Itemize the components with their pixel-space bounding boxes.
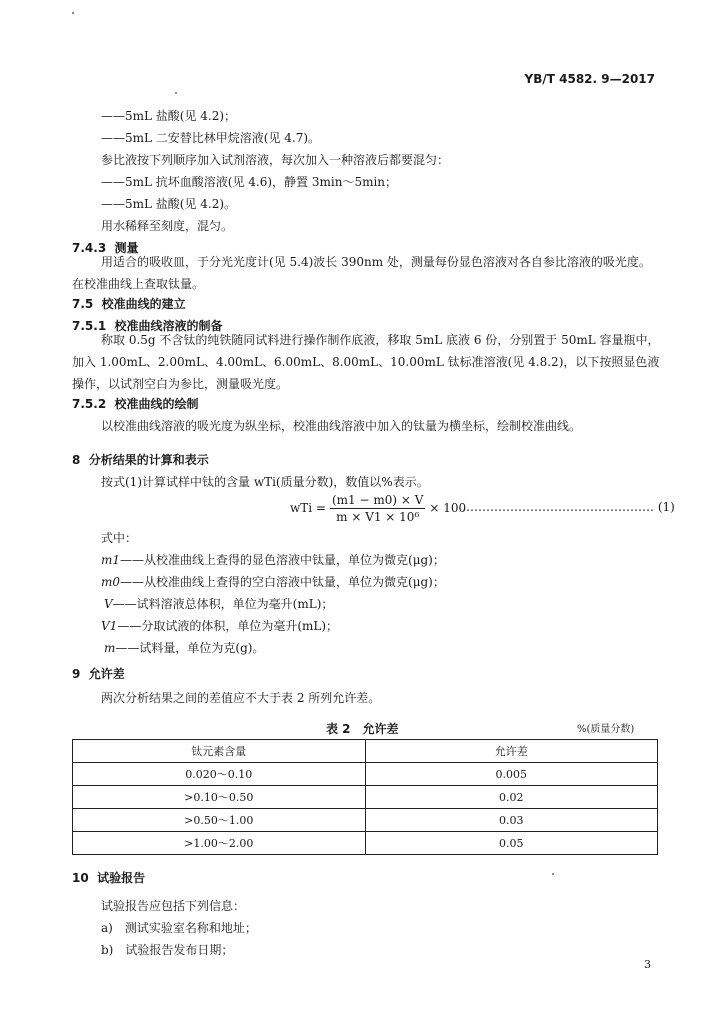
table-header-row (73, 740, 658, 763)
tolerance-table (72, 739, 658, 855)
list-item: b) 试验报告发布日期； (101, 943, 234, 957)
section-number: 8 (72, 453, 81, 467)
text-line: ——5mL 二安替比林甲烷溶液(见 4.7)。 (101, 131, 321, 145)
section-number: 10 (72, 871, 89, 885)
section-heading-7-5 (72, 296, 186, 312)
table-cell: >0.10～0.50 (73, 786, 366, 809)
where-symbol: V (104, 597, 113, 611)
section-title: 校准曲线的绘制 (114, 397, 199, 411)
formula-numerator: (m1 − m0) × V (331, 492, 424, 507)
where-symbol: m0 (101, 575, 121, 589)
section-number: 9 (72, 667, 81, 681)
standard-code: YB/T 4582. 9—2017 (524, 72, 655, 86)
section-heading-9 (72, 666, 125, 682)
where-item (101, 574, 445, 590)
section-title: 测量 (114, 241, 139, 255)
formula-denominator: m × V1 × 10⁶ (336, 509, 420, 524)
equation-number: ………………………………………… (1) (462, 500, 675, 514)
paragraph-7-5-2: 以校准曲线溶液的吸光度为纵坐标，校准曲线溶液中加入的钛量为横坐标，绘制校准曲线。 (101, 419, 582, 433)
table-cell: 0.005 (365, 763, 658, 786)
section-number: 7.5 (72, 297, 94, 311)
section-title: 分析结果的计算和表示 (88, 453, 209, 467)
where-item (104, 596, 333, 612)
text-line: 参比液按下列顺序加入试剂溶液，每次加入一种溶液后都要混匀： (101, 153, 450, 167)
text-line: ——5mL 抗坏血酸溶液(见 4.6)，静置 3min～5min； (101, 175, 398, 189)
table-header-cell: 钛元素含量 (73, 740, 366, 763)
where-symbol: m (104, 641, 116, 655)
section-title: 试验报告 (97, 871, 146, 885)
table-header-cell: 允许差 (365, 740, 658, 763)
table-cell: 0.02 (365, 786, 658, 809)
section-heading-8 (72, 452, 209, 468)
formula-1 (290, 492, 466, 524)
section-title: 允许差 (88, 667, 125, 681)
where-description: ——试料溶液总体积，单位为毫升(mL)； (112, 597, 334, 611)
table-cell: >0.50～1.00 (73, 809, 366, 832)
section-title: 校准曲线的建立 (101, 297, 186, 311)
scan-speck (72, 12, 74, 14)
text-line: ——5mL 盐酸(见 4.2)； (101, 109, 237, 123)
where-item (104, 640, 264, 656)
where-item (101, 618, 338, 634)
section-heading-10 (72, 870, 145, 886)
section-title: 校准曲线溶液的制备 (114, 319, 223, 333)
formula-multiplier: × 100 (429, 501, 467, 515)
where-symbol: V1 (101, 619, 118, 633)
table-caption: 表 2 允许差 (326, 722, 399, 736)
where-description: ——从校准曲线上查得的空白溶液中钛量，单位为微克(μg)； (120, 575, 445, 589)
table-cell: 0.05 (365, 832, 658, 855)
table-cell: >1.00～2.00 (73, 832, 366, 855)
paragraph-7-5-1: 称取 0.5g 不含钛的纯铁随同试料进行操作制作底液，移取 5mL 底液 6 份，分别置于 50mL 容量瓶中，加入 1.00mL、2.00mL、4.00mL、6.00mL、8.00mL、10.00mL 钛标准溶液(见 4.8.2)，以下按照显色液操作，以试剂空白为参比，测量吸光度。 (72, 333, 660, 391)
table-cell: 0.03 (365, 809, 658, 832)
text-line: 用水稀释至刻度，混匀。 (101, 219, 234, 233)
table-row (73, 763, 658, 786)
where-label: 式中： (101, 531, 138, 545)
section-heading-7-5-2 (72, 396, 199, 412)
page-number: 3 (644, 958, 651, 971)
paragraph-8: 按式(1)计算试样中钛的含量 wTi(质量分数)，数值以%表示。 (101, 475, 429, 489)
table-unit: %(质量分数) (577, 724, 635, 735)
table-row (73, 832, 658, 855)
table-row (73, 809, 658, 832)
paragraph-9: 两次分析结果之间的差值应不大于表 2 所列允许差。 (101, 691, 381, 705)
table-row (73, 786, 658, 809)
paragraph-7-4-3: 用适合的吸收皿，于分光光度计(见 5.4)波长 390nm 处，测量每份显色溶液对各自参比溶液的吸光度。在校准曲线上查取钛量。 (72, 255, 651, 291)
where-symbol: m1 (101, 553, 121, 567)
formula-fraction (330, 493, 425, 524)
section-number: 7.5.1 (72, 319, 107, 333)
text-line: ——5mL 盐酸(见 4.2)。 (101, 197, 237, 211)
table-cell: 0.020～0.10 (73, 763, 366, 786)
section-number: 7.5.2 (72, 397, 107, 411)
scan-speck (552, 873, 554, 875)
scan-speck (175, 92, 177, 94)
where-item (101, 552, 445, 568)
paragraph-10: 试验报告应包括下列信息： (101, 899, 246, 913)
formula-lhs: wTi = (290, 501, 326, 515)
where-description: ——试料量，单位为克(g)。 (115, 641, 265, 655)
list-item: a) 测试实验室名称和地址； (101, 921, 257, 935)
where-description: ——分取试液的体积，单位为毫升(mL)； (117, 619, 339, 633)
section-number: 7.4.3 (72, 241, 107, 255)
where-description: ——从校准曲线上查得的显色溶液中钛量，单位为微克(μg)； (120, 553, 445, 567)
